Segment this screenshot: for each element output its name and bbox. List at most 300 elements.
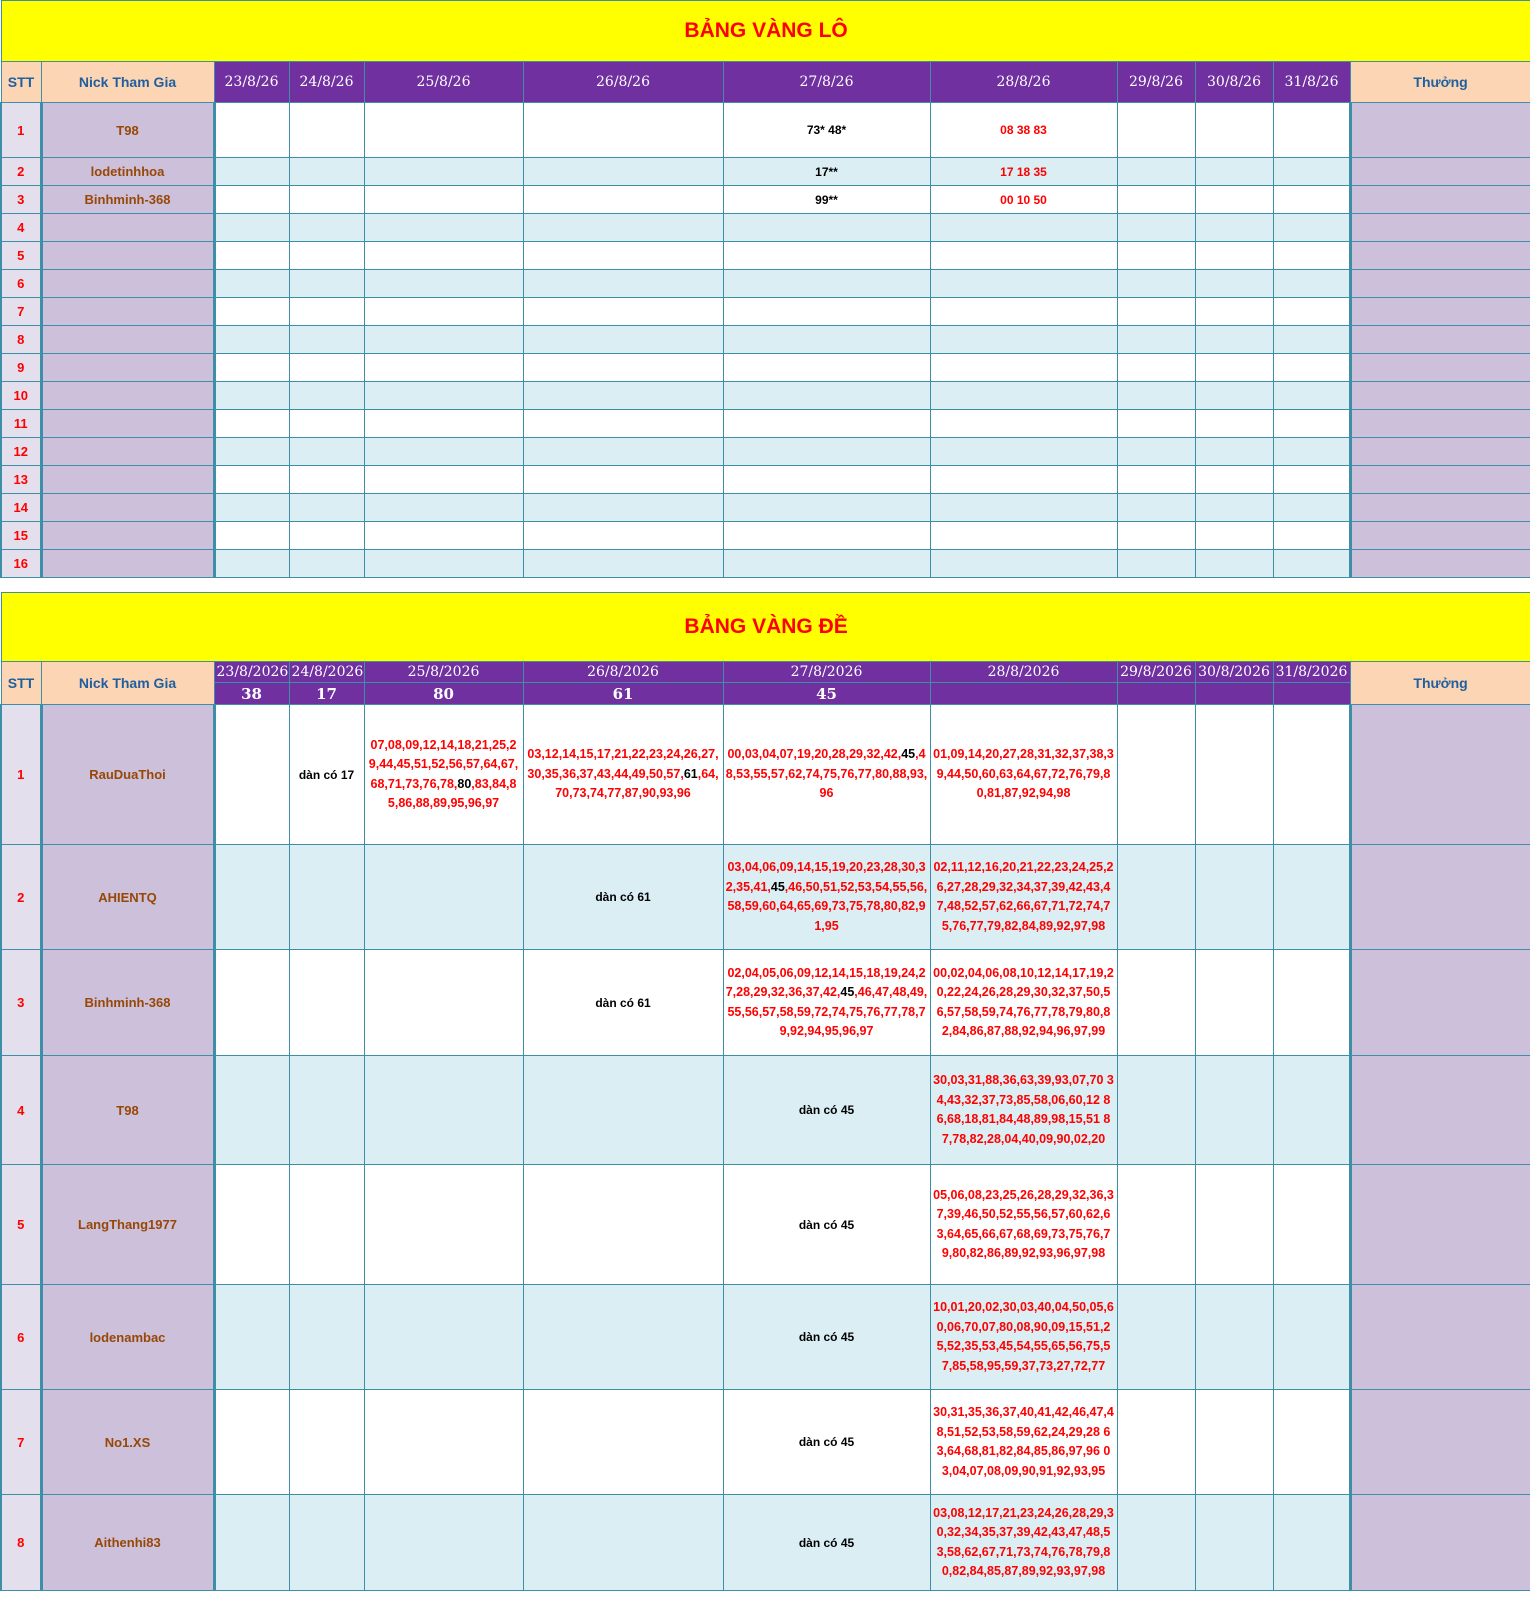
de-cell	[1117, 1285, 1195, 1390]
lo-cell	[930, 242, 1117, 270]
lo-cell	[723, 242, 930, 270]
de-header-date: 28/8/2026	[930, 662, 1117, 683]
lo-cell	[1195, 326, 1273, 354]
lo-cell	[289, 214, 364, 242]
de-cell	[289, 1495, 364, 1591]
de-cell	[214, 950, 289, 1056]
lo-cell: 73* 48*	[723, 103, 930, 158]
lo-cell	[214, 326, 289, 354]
de-cell	[364, 1165, 523, 1285]
row-stt: 12	[1, 438, 41, 466]
de-cell	[214, 1495, 289, 1591]
lo-header-stt: STT	[1, 62, 41, 103]
lo-row	[1, 242, 1530, 270]
de-cell	[523, 1390, 723, 1495]
de-result: 38	[214, 683, 289, 705]
lo-cell	[930, 354, 1117, 382]
row-reward	[1350, 705, 1530, 845]
de-cell: dàn có 45	[723, 1285, 930, 1390]
row-stt: 16	[1, 550, 41, 578]
lo-cell	[930, 270, 1117, 298]
row-stt: 3	[1, 950, 41, 1056]
lo-cell	[364, 103, 523, 158]
lo-cell	[364, 438, 523, 466]
lo-row	[1, 466, 1530, 494]
lo-cell	[1273, 326, 1350, 354]
lo-cell	[289, 550, 364, 578]
row-stt: 5	[1, 1165, 41, 1285]
de-cell: 00,02,04,06,08,10,12,14,17,19,20,22,24,26,28,29,30,32,37,50,56,57,58,59,74,76,77,78,79,80,82,84,86,87,88,92,94,96,97,99	[930, 950, 1117, 1056]
row-nick: lodetinhhoa	[41, 158, 214, 186]
lo-cell	[364, 326, 523, 354]
de-result: 45	[723, 683, 930, 705]
de-cell	[214, 845, 289, 950]
de-cell: 05,06,08,23,25,26,28,29,32,36,37,39,46,50,52,55,56,57,60,62,63,64,65,66,67,68,69,73,75,76,79,80,82,86,89,92,93,96,97,98	[930, 1165, 1117, 1285]
lo-cell	[1117, 186, 1195, 214]
lo-cell	[214, 214, 289, 242]
lo-cell	[364, 354, 523, 382]
de-cell	[1273, 1390, 1350, 1495]
de-cell	[1117, 1495, 1195, 1591]
de-cell	[214, 1390, 289, 1495]
lo-cell	[523, 242, 723, 270]
lo-cell	[214, 410, 289, 438]
lo-cell: 99**	[723, 186, 930, 214]
de-cell: dàn có 61	[523, 950, 723, 1056]
lo-cell	[364, 494, 523, 522]
row-reward	[1350, 1056, 1530, 1165]
lo-cell	[289, 298, 364, 326]
lo-cell	[930, 466, 1117, 494]
de-row	[1, 950, 1530, 1056]
row-nick	[41, 438, 214, 466]
lo-cell	[1195, 354, 1273, 382]
lo-cell	[289, 466, 364, 494]
de-result: 61	[523, 683, 723, 705]
lo-cell	[523, 354, 723, 382]
lo-cell	[1117, 242, 1195, 270]
lo-row	[1, 326, 1530, 354]
row-reward	[1350, 550, 1530, 578]
row-stt: 6	[1, 270, 41, 298]
de-cell	[1273, 1495, 1350, 1591]
de-cell	[523, 1285, 723, 1390]
lo-cell	[364, 158, 523, 186]
row-reward	[1350, 1285, 1530, 1390]
de-cell	[523, 1056, 723, 1165]
row-reward	[1350, 326, 1530, 354]
lo-cell	[214, 103, 289, 158]
lo-header-date: 27/8/26	[723, 62, 930, 103]
de-cell	[214, 1165, 289, 1285]
row-reward	[1350, 214, 1530, 242]
lo-cell	[214, 494, 289, 522]
lo-cell	[1195, 270, 1273, 298]
de-cell	[289, 950, 364, 1056]
de-cell	[364, 950, 523, 1056]
lo-cell	[1273, 242, 1350, 270]
de-cell	[1195, 845, 1273, 950]
row-nick	[41, 298, 214, 326]
de-result	[1273, 683, 1350, 705]
lo-cell	[289, 270, 364, 298]
lo-cell	[723, 326, 930, 354]
lo-cell	[523, 326, 723, 354]
lo-cell	[364, 410, 523, 438]
lo-header-date: 31/8/26	[1273, 62, 1350, 103]
lo-cell	[723, 522, 930, 550]
lo-row	[1, 214, 1530, 242]
lo-header-date: 29/8/26	[1117, 62, 1195, 103]
lo-cell	[1117, 298, 1195, 326]
de-cell	[214, 1285, 289, 1390]
row-stt: 1	[1, 103, 41, 158]
row-reward	[1350, 270, 1530, 298]
de-cell	[214, 1056, 289, 1165]
row-reward	[1350, 410, 1530, 438]
lo-cell	[523, 214, 723, 242]
lo-cell	[364, 466, 523, 494]
de-cell	[1195, 1056, 1273, 1165]
lo-cell	[1273, 103, 1350, 158]
lo-cell	[289, 354, 364, 382]
row-nick	[41, 214, 214, 242]
row-nick	[41, 466, 214, 494]
lo-header-reward: Thưởng	[1350, 62, 1530, 103]
lo-header-date: 24/8/26	[289, 62, 364, 103]
row-stt: 7	[1, 1390, 41, 1495]
row-nick: No1.XS	[41, 1390, 214, 1495]
row-reward	[1350, 298, 1530, 326]
de-row	[1, 1285, 1530, 1390]
lo-cell	[1195, 242, 1273, 270]
de-cell	[1117, 950, 1195, 1056]
de-header-date: 24/8/2026	[289, 662, 364, 683]
de-table	[0, 592, 1530, 1591]
de-header-date: 25/8/2026	[364, 662, 523, 683]
lo-cell	[1195, 522, 1273, 550]
lo-cell	[723, 298, 930, 326]
row-reward	[1350, 522, 1530, 550]
lo-cell	[1273, 466, 1350, 494]
lo-cell: 08 38 83	[930, 103, 1117, 158]
row-stt: 5	[1, 242, 41, 270]
de-result: 17	[289, 683, 364, 705]
de-cell	[214, 705, 289, 845]
lo-cell	[364, 242, 523, 270]
lo-cell	[930, 326, 1117, 354]
lo-cell	[289, 103, 364, 158]
lo-row	[1, 158, 1530, 186]
lo-cell	[289, 494, 364, 522]
row-reward	[1350, 186, 1530, 214]
lo-cell	[930, 550, 1117, 578]
lo-cell	[1117, 214, 1195, 242]
lo-cell	[1195, 186, 1273, 214]
row-nick	[41, 354, 214, 382]
lo-cell	[214, 186, 289, 214]
lo-cell	[364, 214, 523, 242]
lo-cell	[1273, 214, 1350, 242]
lo-cell	[723, 466, 930, 494]
row-stt: 11	[1, 410, 41, 438]
lo-cell	[1195, 158, 1273, 186]
lo-row	[1, 270, 1530, 298]
lo-cell	[523, 382, 723, 410]
de-cell: dàn có 45	[723, 1495, 930, 1591]
lo-row	[1, 438, 1530, 466]
lo-header-date: 25/8/26	[364, 62, 523, 103]
row-reward	[1350, 103, 1530, 158]
row-reward	[1350, 242, 1530, 270]
lo-cell	[1117, 410, 1195, 438]
lo-cell	[1195, 466, 1273, 494]
lo-cell	[289, 242, 364, 270]
lo-cell	[289, 410, 364, 438]
row-nick	[41, 270, 214, 298]
row-nick: T98	[41, 1056, 214, 1165]
lo-cell	[214, 382, 289, 410]
de-cell: dàn có 45	[723, 1056, 930, 1165]
lo-cell	[1117, 382, 1195, 410]
winning-number: 80	[457, 776, 472, 791]
de-cell: 03,04,06,09,14,15,19,20,23,28,30,32,35,41,45,46,50,51,52,53,54,55,56,58,59,60,64,65,69,73,75,78,80,82,91,95	[723, 845, 930, 950]
de-cell: dàn có 45	[723, 1165, 930, 1285]
de-cell: 03,12,14,15,17,21,22,23,24,26,27,30,35,36,37,43,44,49,50,57,61,64,70,73,74,77,87,90,93,96	[523, 705, 723, 845]
row-nick: Aithenhi83	[41, 1495, 214, 1591]
lo-cell	[214, 298, 289, 326]
lo-cell	[930, 522, 1117, 550]
de-result: 80	[364, 683, 523, 705]
lo-cell	[930, 298, 1117, 326]
de-cell	[523, 1165, 723, 1285]
row-reward	[1350, 1495, 1530, 1591]
de-row	[1, 1390, 1530, 1495]
lo-cell	[364, 522, 523, 550]
lo-cell	[1195, 382, 1273, 410]
lo-cell	[214, 158, 289, 186]
de-cell	[364, 1056, 523, 1165]
lo-row	[1, 522, 1530, 550]
row-nick	[41, 494, 214, 522]
de-row	[1, 1056, 1530, 1165]
de-result	[930, 683, 1117, 705]
row-nick	[41, 382, 214, 410]
de-cell	[1195, 1165, 1273, 1285]
de-cell: 10,01,20,02,30,03,40,04,50,05,60,06,70,07,80,08,90,09,15,51,25,52,35,53,45,54,55,65,56,75,57,85,58,95,59,37,73,27,72,77	[930, 1285, 1117, 1390]
lo-cell	[289, 158, 364, 186]
row-stt: 8	[1, 326, 41, 354]
de-cell: 02,11,12,16,20,21,22,23,24,25,26,27,28,29,32,34,37,39,42,43,47,48,52,57,62,66,67,71,72,74,75,76,77,79,82,84,89,92,97,98	[930, 845, 1117, 950]
de-cell	[289, 1165, 364, 1285]
row-nick	[41, 410, 214, 438]
lo-row	[1, 494, 1530, 522]
row-reward	[1350, 438, 1530, 466]
de-header-date: 26/8/2026	[523, 662, 723, 683]
lo-cell	[1117, 550, 1195, 578]
lo-cell	[930, 494, 1117, 522]
row-stt: 8	[1, 1495, 41, 1591]
row-nick: AHIENTQ	[41, 845, 214, 950]
lo-cell	[1117, 103, 1195, 158]
lo-cell	[289, 186, 364, 214]
lo-cell	[1273, 298, 1350, 326]
lo-cell	[930, 382, 1117, 410]
lo-cell	[1117, 354, 1195, 382]
de-cell	[289, 845, 364, 950]
de-cell: 30,03,31,88,36,63,39,93,07,70 34,43,32,37,73,85,58,06,60,12 86,68,18,81,84,48,89,98,15,51 87,78,82,28,04,40,09,90,02,20	[930, 1056, 1117, 1165]
lo-cell	[1273, 550, 1350, 578]
lo-cell	[723, 214, 930, 242]
lo-cell	[523, 550, 723, 578]
lo-cell	[1117, 522, 1195, 550]
row-nick: lodenambac	[41, 1285, 214, 1390]
row-reward	[1350, 382, 1530, 410]
lo-cell	[289, 522, 364, 550]
de-cell	[523, 1495, 723, 1591]
lo-cell	[214, 438, 289, 466]
de-cell: 02,04,05,06,09,12,14,15,18,19,24,27,28,29,32,36,37,42,45,46,47,48,49,55,56,57,58,59,72,74,75,76,77,78,79,92,94,95,96,97	[723, 950, 930, 1056]
row-reward	[1350, 950, 1530, 1056]
row-reward	[1350, 466, 1530, 494]
row-reward	[1350, 158, 1530, 186]
lo-cell: 17 18 35	[930, 158, 1117, 186]
de-cell	[1117, 1056, 1195, 1165]
lo-title: BẢNG VÀNG LÔ	[1, 1, 1530, 62]
de-result	[1117, 683, 1195, 705]
de-cell	[289, 1056, 364, 1165]
de-cell	[364, 845, 523, 950]
de-header-date: 23/8/2026	[214, 662, 289, 683]
row-stt: 14	[1, 494, 41, 522]
de-cell	[1117, 845, 1195, 950]
lo-cell: 17**	[723, 158, 930, 186]
lo-cell	[523, 270, 723, 298]
de-cell	[1273, 950, 1350, 1056]
row-stt: 2	[1, 158, 41, 186]
row-reward	[1350, 1165, 1530, 1285]
lo-row	[1, 186, 1530, 214]
lo-cell	[1195, 494, 1273, 522]
row-nick: Binhminh-368	[41, 950, 214, 1056]
de-result-row	[1, 683, 1530, 705]
lo-cell	[364, 382, 523, 410]
lo-row	[1, 103, 1530, 158]
lo-cell	[930, 438, 1117, 466]
de-header-date: 29/8/2026	[1117, 662, 1195, 683]
lo-cell	[289, 326, 364, 354]
de-cell	[1273, 1285, 1350, 1390]
de-cell: 07,08,09,12,14,18,21,25,29,44,45,51,52,56,57,64,67,68,71,73,76,78,80,83,84,85,86,88,89,95,96,97	[364, 705, 523, 845]
de-cell	[1273, 1165, 1350, 1285]
lo-cell	[1117, 494, 1195, 522]
lo-header-date: 30/8/26	[1195, 62, 1273, 103]
de-header-nick: Nick Tham Gia	[41, 662, 214, 705]
de-cell	[289, 1285, 364, 1390]
row-stt: 1	[1, 705, 41, 845]
lo-cell	[723, 438, 930, 466]
de-cell	[1117, 1390, 1195, 1495]
row-stt: 10	[1, 382, 41, 410]
de-cell: dàn có 61	[523, 845, 723, 950]
lo-cell	[214, 550, 289, 578]
de-cell	[1195, 705, 1273, 845]
lo-cell	[214, 522, 289, 550]
lo-cell	[523, 186, 723, 214]
lo-cell	[523, 410, 723, 438]
winning-number: 45	[770, 879, 785, 894]
lo-cell	[723, 494, 930, 522]
lo-header-date: 28/8/26	[930, 62, 1117, 103]
lo-header-nick: Nick Tham Gia	[41, 62, 214, 103]
de-cell	[1195, 1390, 1273, 1495]
row-reward	[1350, 1390, 1530, 1495]
lo-cell	[1195, 214, 1273, 242]
lo-cell	[289, 438, 364, 466]
row-reward	[1350, 494, 1530, 522]
lo-cell	[1195, 298, 1273, 326]
lo-cell	[1117, 438, 1195, 466]
de-header-row	[1, 662, 1530, 683]
row-nick: LangThang1977	[41, 1165, 214, 1285]
de-row	[1, 1495, 1530, 1591]
lo-table	[0, 0, 1530, 578]
de-result	[1195, 683, 1273, 705]
lo-row	[1, 550, 1530, 578]
de-cell	[1117, 705, 1195, 845]
lo-cell	[1195, 410, 1273, 438]
lo-cell	[523, 103, 723, 158]
de-cell: dàn có 45	[723, 1390, 930, 1495]
de-cell	[364, 1495, 523, 1591]
de-cell: dàn có 17	[289, 705, 364, 845]
lo-cell	[930, 410, 1117, 438]
winning-number: 45	[901, 747, 916, 762]
lo-cell	[723, 354, 930, 382]
row-reward	[1350, 845, 1530, 950]
row-stt: 7	[1, 298, 41, 326]
lo-cell	[1117, 326, 1195, 354]
row-nick: RauDuaThoi	[41, 705, 214, 845]
de-title: BẢNG VÀNG ĐỀ	[1, 593, 1530, 662]
lo-row	[1, 410, 1530, 438]
lo-cell	[1195, 103, 1273, 158]
row-stt: 9	[1, 354, 41, 382]
lo-header-row	[1, 62, 1530, 103]
de-cell	[1273, 1056, 1350, 1165]
row-nick	[41, 326, 214, 354]
de-cell	[1273, 705, 1350, 845]
lo-cell	[364, 186, 523, 214]
de-cell: 30,31,35,36,37,40,41,42,46,47,48,51,52,53,58,59,62,24,29,28 63,64,68,81,82,84,85,86,97,96 03,04,07,08,09,90,91,92,93,95	[930, 1390, 1117, 1495]
de-cell	[1195, 950, 1273, 1056]
lo-cell	[1195, 550, 1273, 578]
lo-cell	[1117, 270, 1195, 298]
lo-cell	[364, 270, 523, 298]
lo-cell	[723, 270, 930, 298]
lo-row	[1, 382, 1530, 410]
de-cell: 00,03,04,07,19,20,28,29,32,42,45,48,53,55,57,62,74,75,76,77,80,88,93,96	[723, 705, 930, 845]
row-stt: 15	[1, 522, 41, 550]
de-cell	[364, 1390, 523, 1495]
de-header-date: 30/8/2026	[1195, 662, 1273, 683]
lo-cell	[523, 158, 723, 186]
row-stt: 4	[1, 214, 41, 242]
row-stt: 6	[1, 1285, 41, 1390]
lo-cell	[523, 522, 723, 550]
de-header-date: 31/8/2026	[1273, 662, 1350, 683]
lo-cell	[214, 354, 289, 382]
